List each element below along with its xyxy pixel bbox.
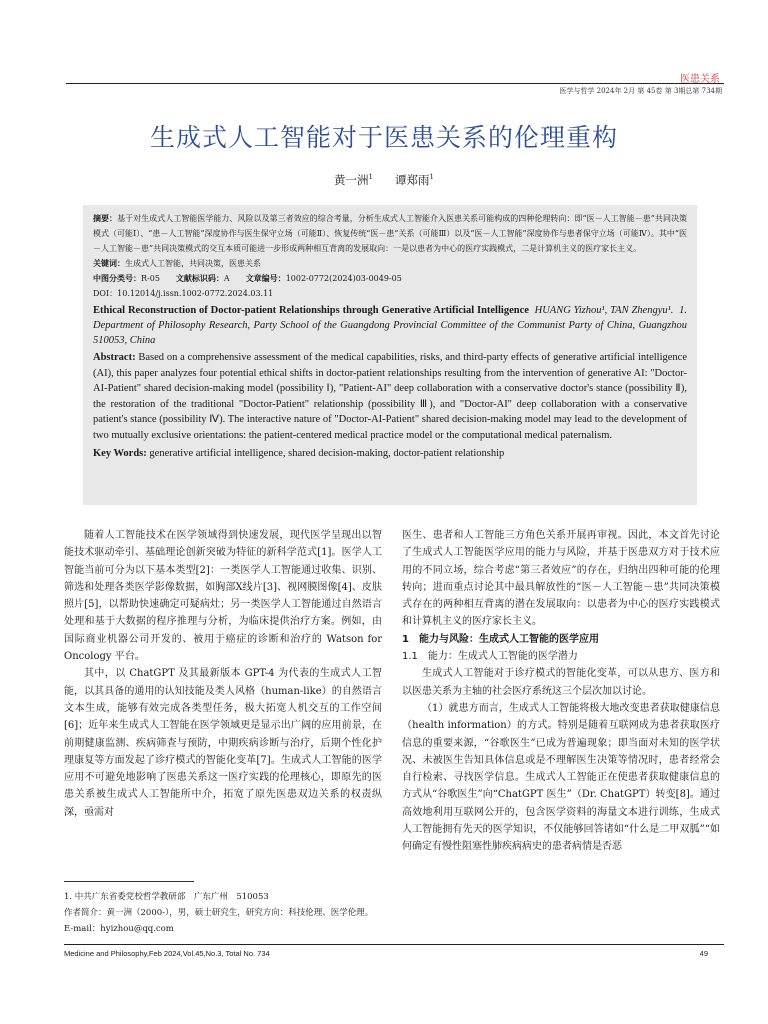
doc-code-value: A (223, 274, 230, 283)
article-no-value: 1002-0772(2024)03-0049-05 (285, 274, 402, 283)
author-1: 黄一洲 (334, 173, 369, 187)
author-1-sup: 1 (368, 173, 373, 182)
doi-line (93, 286, 687, 301)
author-2-sup: 1 (429, 173, 434, 182)
keywords-cn (93, 256, 687, 271)
body-paragraph: 随着人工智能技术在医学领域得到快速发展，现代医学呈现出以智能技术驱动牵引、基础理论创新突破为特征的新科学范式[1]。医学人工智能当前可分为以下基本类型[2]：一类医学人工智能通过收集、识别、筛选和处理各类医学影像数据，如胸部X线片[3]、视网膜图像[4]、皮肤照片[5]，以帮助快速确定可疑病灶；另一类医学人工智能通过自然语言处理和基于大数据的程序推理与分析，为临床提供治疗方案。例如，由国际商业机器公司开发的、被用于癌症的诊断和治疗的 Watson for Oncology 平台。 (64, 530, 382, 663)
section-heading-1: 1 能力与风险：生成式人工智能的医学应用 (402, 633, 599, 645)
footnote (64, 889, 382, 937)
footer-journal: Medicine and Philosophy,Feb 2024,Vol.45,No.3, Total No. 734 (64, 949, 270, 958)
footer-rule (64, 944, 724, 945)
keywords-cn-text: 生成式人工智能，共同决策，医患关系 (125, 259, 261, 268)
article-no-label: 文章编号： (245, 274, 286, 283)
english-affiliation: 1. Department of Philosophy Research, Party School of the Guangdong Provincial Committee of the Communist Party of China, Guangzhou 510053, China (93, 305, 687, 346)
english-authors: HUANG Yizhou¹, TAN Zhengyu¹. (534, 305, 674, 316)
keywords-cn-label: 关键词： (93, 259, 125, 268)
doi-label: DOI： (93, 289, 118, 298)
section-heading-1-1: 1.1 能力：生成式人工智能的医学潜力 (402, 651, 578, 663)
journal-info: 医学与哲学 2024年 2月 第 45卷 第 3期总第 734期 (559, 87, 722, 95)
classification-line (93, 271, 687, 286)
section-tag: 医患关系 (680, 74, 720, 85)
english-keywords (93, 446, 687, 462)
abstract-cn-text: 基于对生成式人工智能医学能力、风险以及第三者效应的综合考量，分析生成式人工智能介入医患关系可能构成的四种伦理转向：即“医－人工智能－患”共同决策模式（可能Ⅰ）、“患－人工智能”深度协作与医生保守立场（可能Ⅱ）、恢复传统“医－患”关系（可能Ⅲ）以及“医－人工智能”深度协作与患者保守立场（可能Ⅳ）。其中“医－人工智能－患”共同决策模式的交互本质可能进一步形成两种相互背离的发展取向：一是以患者为中心的医疗实践模式，二是计算机主义的医疗家长主义。 (93, 214, 687, 253)
clc-label: 中图分类号： (93, 274, 141, 283)
footnote-affiliation: 1. 中共广东省委党校哲学教研部 广东广州 510053 (64, 892, 269, 902)
body-paragraph: （1）就患方而言，生成式人工智能将极大地改变患者获取健康信息（health information）的方式。特别是随着互联网成为患者获取医疗信息的重要来源，“谷歌医生”已成为普遍现象；即当面对未知的医学状况、未被医生告知具体信息或是不理解医生决策等情况时，患者经常会自行检索、寻找医学信息。生成式人工智能正在使患者获取健康信息的方式从“谷歌医生”向“ChatGPT 医生”（Dr. ChatGPT）转变[8]。通过高效地利用互联网公开的，包含医学资料的海量文本进行训练，生成式人工智能拥有先天的医学知识，不仅能够回答诸如“什么是二甲双胍”“如何确定有慢性阻塞性肺疾病病史的患者病情是否恶 (402, 702, 720, 853)
body-paragraph: 医生、患者和人工智能三方角色关系开展再审视。因此，本文首先讨论了生成式人工智能医学应用的能力与风险，并基于医患双方对于技术应用的不同立场，综合考虑“第三者效应”的存在，归纳出四种可能的伦理转向；进而重点讨论其中最具解放性的“医－人工智能－患”共同决策模式存在的两种相互背离的潜在发展取向：以患者为中心的医疗实践模式和计算机主义的医疗家长主义。 (402, 530, 720, 628)
page-number: 49 (699, 949, 708, 958)
doi-value: 10.12014/j.issn.1002-0772.2024.03.11 (117, 289, 274, 298)
footnote-rule (64, 881, 194, 882)
header-rule (66, 83, 724, 84)
paper-title: 生成式人工智能对于医患关系的伦理重构 (149, 123, 618, 152)
abstract-cn (93, 211, 687, 256)
body-paragraph: 生成式人工智能对于诊疗模式的智能化变革，可以从患方、医方和以医患关系为主轴的社会医疗系统这三个层次加以讨论。 (402, 668, 720, 697)
clc-value: R-05 (141, 274, 160, 283)
footnote-bio: 作者简介：黄一洲（2000-），男，硕士研究生，研究方向：科技伦理、医学伦理。E-mail：hyizhou@qq.com (64, 908, 374, 934)
authors (0, 172, 768, 188)
author-2: 谭郑雨 (395, 173, 430, 187)
body-paragraph: 其中，以 ChatGPT 及其最新版本 GPT-4 为代表的生成式人工智能，以其具备的通用的认知技能及类人风格（human-like）的自然语言文本生成，能够有效完成各类型任务，极大拓宽人机交互的工作空间[6]；近年来生成式人工智能在医学领域更是显示出广阔的应用前景，在前期健康监测、疾病筛查与预防，中期疾病诊断与治疗，后期个性化护理康复等方面发起了诊疗模式的智能化变革[7]。生成式人工智能的医学应用不可避免地影响了医患关系这一医疗实践的伦理核心，即原先的医患关系被生成式人工智能所中介，拓宽了原先医患双边关系的权责纵深，亟需对 (64, 668, 382, 818)
english-abstract-label: Abstract: (93, 352, 136, 363)
english-keywords-label: Key Words: (93, 447, 147, 459)
english-abstract-text: Based on a comprehensive assessment of the medical capabilities, risks, and third-party effects of generative artificial intelligence (AI), this paper analyzes four potential ethical shifts in doctor-patient relationships resulting from the intervention of generative AI: "Doctor-AI-Patient" shared decision-making model (possibility Ⅰ), "Patient-AI" deep collaboration with a conservative doctor's stance (possibility Ⅱ), the restoration of the traditional "Doctor-Patient" relationship (possibility Ⅲ), and "Doctor-AI" deep collaboration with a conservative patient's stance (possibility Ⅳ). The interactive nature of "Doctor-AI-Patient" shared decision-making model may lead to the development of two mutually exclusive orientations: the patient-centered medical practice model or the computational medical paternalism. (93, 352, 687, 441)
english-title: Ethical Reconstruction of Doctor-patient Relationships through Generative Artificial Intelligence (93, 305, 529, 316)
body-left-column (64, 527, 382, 821)
doc-code-label: 文献标识码： (175, 274, 224, 283)
english-abstract (93, 350, 687, 444)
body-right-column (402, 527, 720, 856)
abstract-cn-label: 摘要： (93, 214, 118, 223)
english-keywords-text: generative artificial intelligence, shared decision-making, doctor-patient relationship (149, 447, 505, 459)
abstract-box (83, 205, 697, 505)
english-title-block (93, 303, 687, 348)
